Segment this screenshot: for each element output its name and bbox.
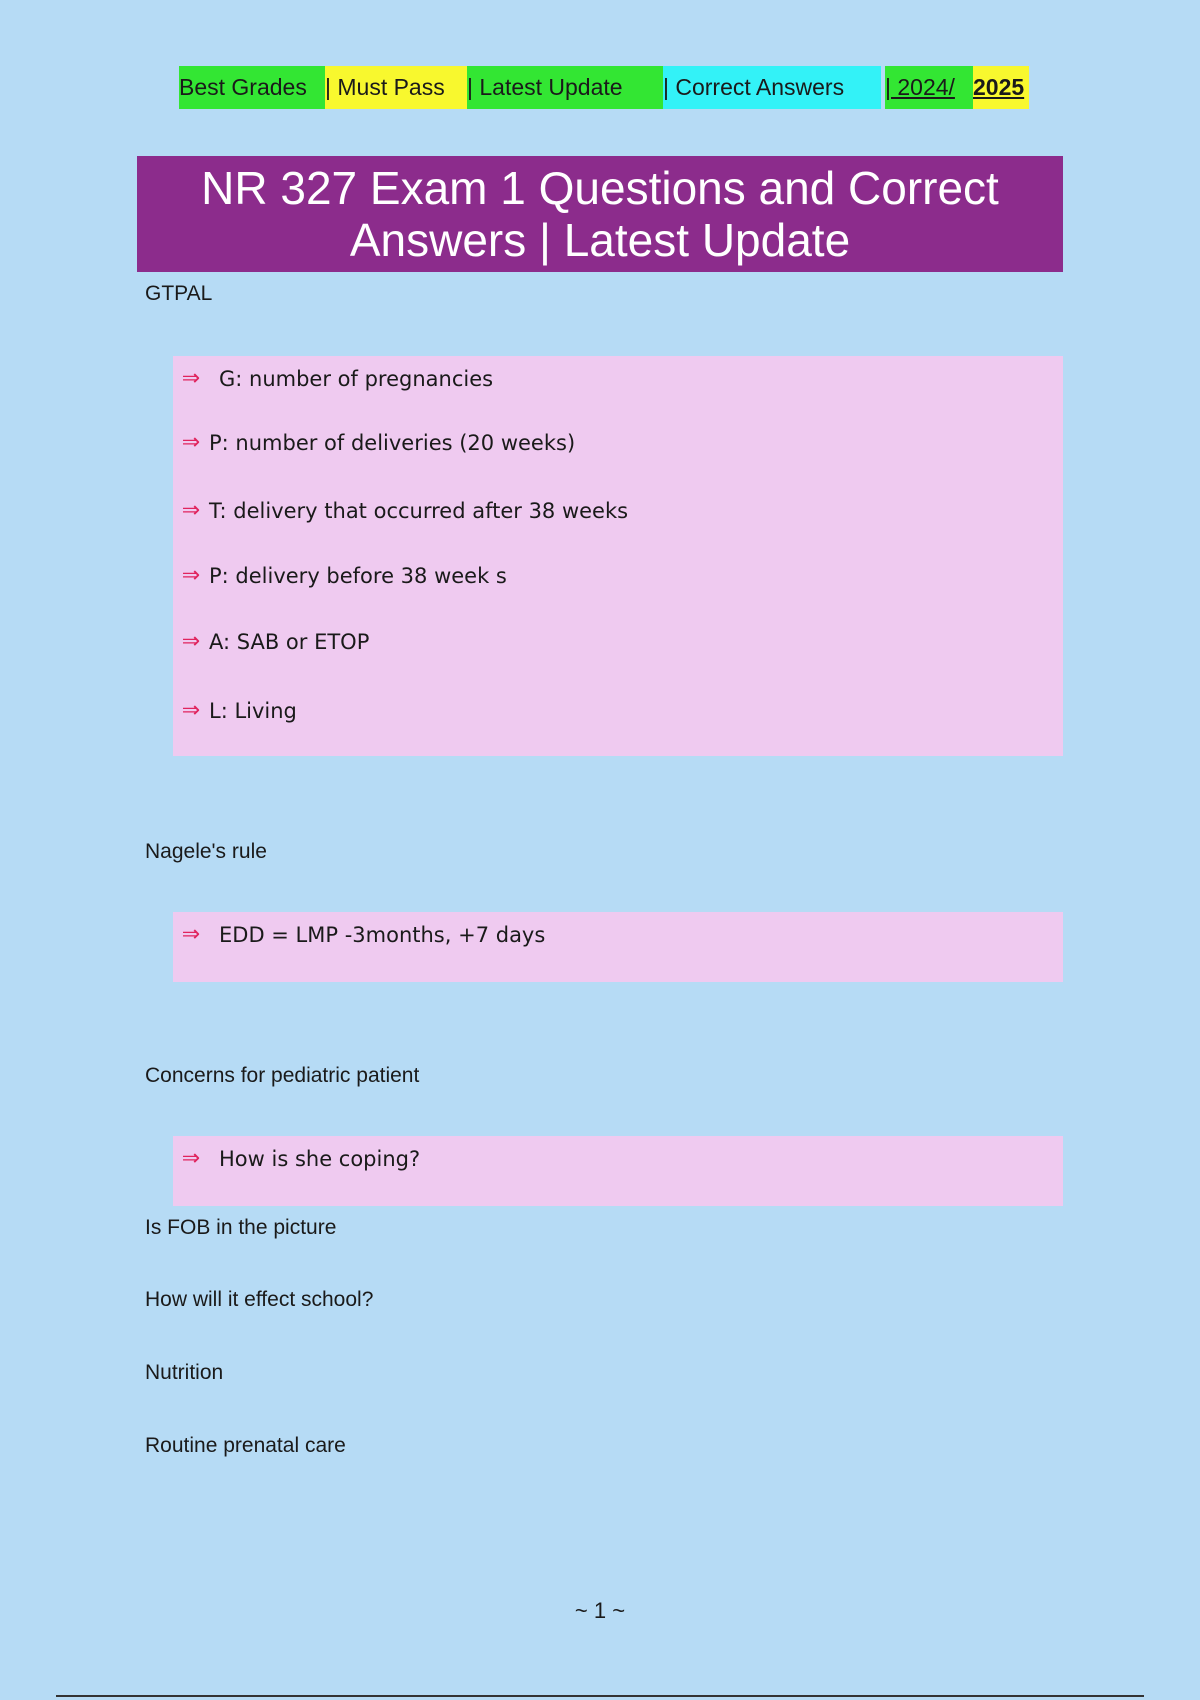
list-item: [173, 698, 297, 723]
followup-item: Is FOB in the picture: [145, 1216, 337, 1239]
answer-box-gtpal: [173, 356, 1063, 756]
question-pediatric: Concerns for pediatric patient: [145, 1064, 420, 1087]
arrow-right-icon: ⇒: [181, 498, 201, 523]
list-item: [173, 498, 628, 523]
question-nagele: Nagele's rule: [145, 840, 267, 863]
page-title: NR 327 Exam 1 Questions and Correct Answers | Latest Update: [201, 162, 999, 266]
title-banner: [137, 156, 1063, 272]
answer-text: T: delivery that occurred after 38 weeks: [209, 498, 629, 523]
question-gtpal: GTPAL: [145, 282, 213, 305]
arrow-right-icon: ⇒: [181, 922, 201, 947]
answer-text: EDD = LMP -3months, +7 days: [219, 922, 546, 947]
list-item: [173, 366, 493, 391]
arrow-right-icon: ⇒: [181, 1146, 201, 1171]
answer-text: L: Living: [209, 698, 297, 723]
arrow-right-icon: ⇒: [181, 629, 201, 654]
tag-must-pass: | Must Pass: [325, 66, 467, 109]
list-item: [173, 922, 545, 947]
tag-year-start: | 2024/: [885, 66, 973, 109]
answer-box-pediatric: [173, 1136, 1063, 1206]
list-item: [173, 1146, 420, 1171]
arrow-right-icon: ⇒: [181, 698, 201, 723]
footer-divider: [56, 1695, 1144, 1697]
tag-correct-answers: | Correct Answers: [663, 66, 881, 109]
answer-box-nagele: [173, 912, 1063, 982]
tag-best-grades: Best Grades: [179, 66, 325, 109]
arrow-right-icon: ⇒: [181, 366, 201, 391]
arrow-right-icon: ⇒: [181, 563, 201, 588]
page-number: ~ 1 ~: [574, 1598, 626, 1623]
answer-text: P: number of deliveries (20 weeks): [209, 430, 576, 455]
followup-item: Routine prenatal care: [145, 1434, 346, 1457]
followup-item: Nutrition: [145, 1361, 224, 1384]
list-item: [173, 629, 369, 654]
arrow-right-icon: ⇒: [181, 430, 201, 455]
answer-text: G: number of pregnancies: [219, 366, 494, 391]
followup-item: How will it effect school?: [145, 1288, 374, 1311]
answer-text: A: SAB or ETOP: [209, 629, 370, 654]
tag-latest-update: | Latest Update: [467, 66, 663, 109]
tag-year-end: 2025: [973, 66, 1029, 109]
list-item: [173, 563, 507, 588]
answer-text: How is she coping?: [219, 1146, 421, 1171]
list-item: [173, 430, 575, 455]
header-tagline: [179, 66, 1029, 109]
answer-text: P: delivery before 38 week s: [209, 563, 507, 588]
